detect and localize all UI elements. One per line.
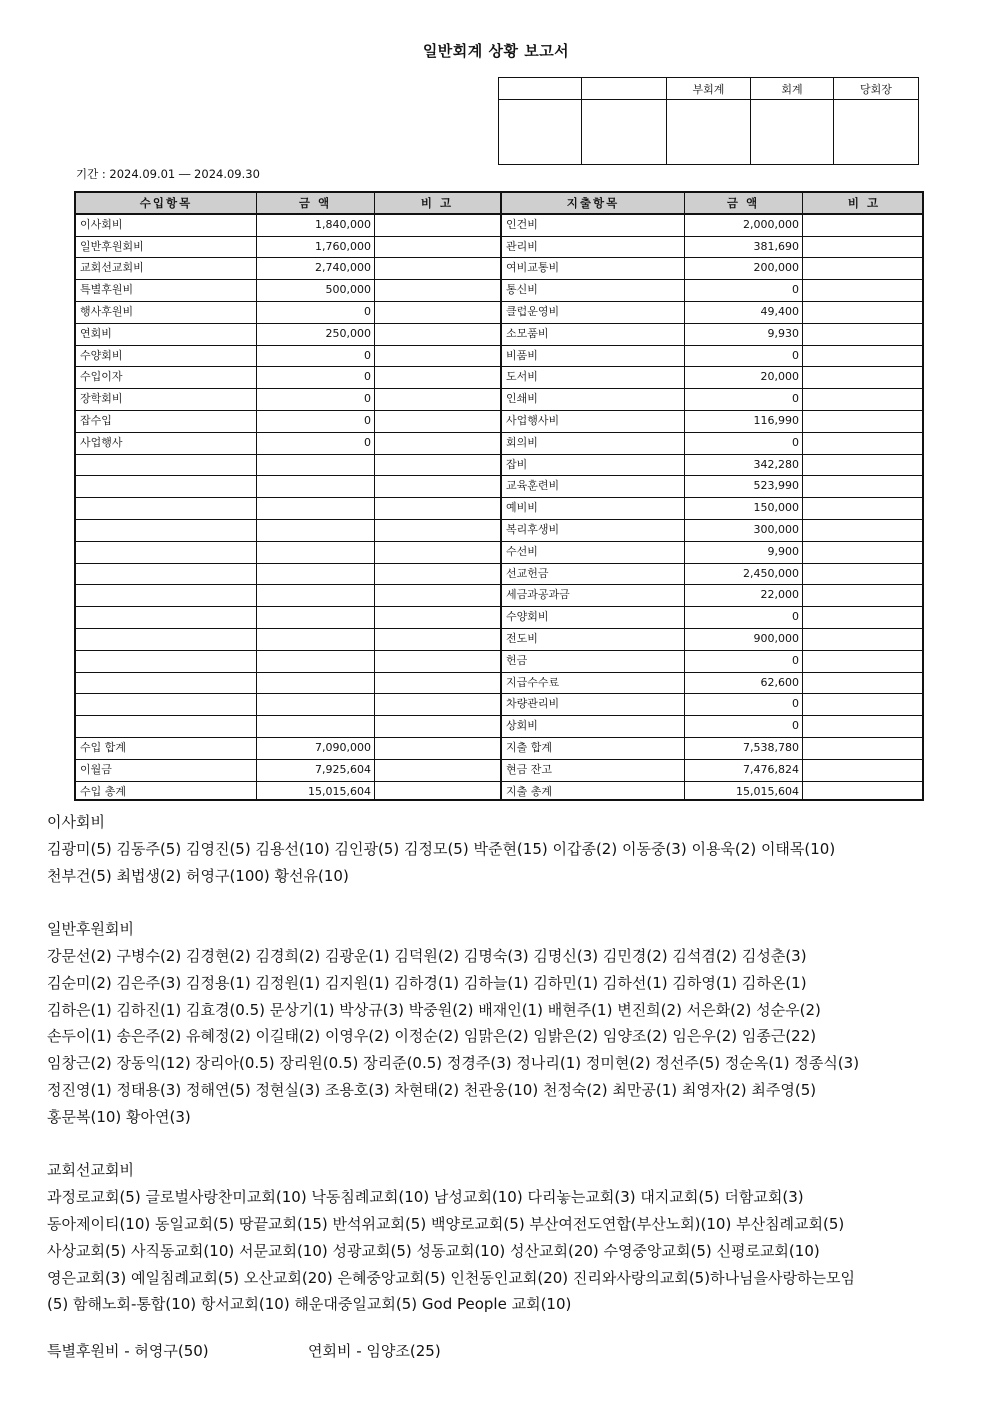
- income-item: [76, 542, 256, 563]
- approval-sign-vice-treasurer: [667, 100, 751, 165]
- expense-amount: 523,990: [753, 479, 799, 493]
- general-support-line: 홍문복(10) 황아연(3): [47, 1107, 191, 1126]
- income-row: [76, 258, 500, 280]
- church-mission-line: 동아제이티(10) 동일교회(5) 땅끝교회(15) 반석위교회(5) 백양로교회(5) 부산여전도연합(부산노회)(10) 부산침례교회(5): [47, 1214, 845, 1233]
- expense-row: [502, 258, 922, 280]
- expense-amount: 9,930: [767, 326, 799, 340]
- expense-row: [502, 411, 922, 433]
- expense-remark: [802, 411, 926, 432]
- income-amount: 2,740,000: [315, 261, 371, 275]
- approval-header-treasurer: 회계: [751, 78, 834, 100]
- expense-amount: 900,000: [753, 632, 799, 645]
- expense-item: 세금과공과금: [506, 588, 570, 602]
- expense-remark: [802, 215, 926, 236]
- expense-remark: [802, 694, 926, 715]
- general-support-line: 정진영(1) 정태용(3) 정해연(5) 정현실(3) 조용호(3) 차현태(2) 천관웅(10) 천정숙(2) 최만공(1) 최영자(2) 최주영(5): [47, 1080, 817, 1099]
- income-amount: 0: [364, 414, 371, 427]
- expense-amount: 2,000,000: [743, 217, 799, 231]
- income-item: 이사회비: [80, 217, 123, 231]
- income-item: [76, 651, 256, 672]
- general-support-line: 임창근(2) 장동익(12) 장리아(0.5) 장리원(0.5) 장리준(0.5) 정경주(3) 정나리(1) 정미현(2) 정선주(5) 정순옥(1) 정종식(3): [47, 1054, 860, 1073]
- expense-row: [502, 629, 922, 651]
- income-remark: [374, 629, 500, 650]
- expense-remark: [802, 433, 926, 454]
- income-row: [76, 629, 500, 651]
- church-mission-line: 사상교회(5) 사직동교회(10) 서문교회(10) 성광교회(5) 성동교회(10) 성산교회(20) 수영중앙교회(5) 신평로교회(10): [47, 1241, 820, 1260]
- expense-row: [502, 455, 922, 477]
- income-row: [76, 433, 500, 455]
- approval-sign-treasurer: [751, 100, 834, 165]
- income-section: [76, 193, 500, 799]
- income-row: [76, 324, 500, 346]
- approval-header-chair: 당회장: [834, 78, 919, 100]
- income-row: [76, 411, 500, 433]
- income-amount: 0: [364, 392, 371, 406]
- expense-remark: [802, 673, 926, 694]
- income-row: [76, 367, 500, 389]
- income-item: 교회선교회비: [80, 261, 144, 275]
- income-remark: [374, 716, 500, 737]
- income-amount: 250,000: [325, 326, 371, 340]
- expense-remark: [802, 367, 926, 388]
- expense-header-cell: 금 액: [726, 196, 760, 210]
- expense-item: 관리비: [506, 239, 538, 253]
- income-remark: [374, 433, 500, 454]
- column-divider: [802, 193, 803, 799]
- expense-item: 여비교통비: [506, 261, 560, 275]
- income-amount: 0: [364, 370, 371, 384]
- income-item: 특별후원비: [80, 283, 134, 297]
- income-remark: [374, 302, 500, 323]
- income-row: [76, 760, 500, 782]
- income-row: [76, 455, 500, 477]
- income-row: [76, 673, 500, 695]
- income-header-cell: 비 고: [420, 196, 454, 210]
- expense-amount: 0: [792, 392, 799, 406]
- expense-amount: 300,000: [753, 523, 799, 536]
- income-item: 이월금: [80, 762, 112, 776]
- expense-item: 클럽운영비: [506, 305, 560, 318]
- expense-remark: [802, 585, 926, 606]
- income-remark: [374, 651, 500, 672]
- expense-remark: [802, 280, 926, 301]
- annual-fee-note: 연회비 - 임양조(25): [308, 1342, 441, 1360]
- expense-amount: 62,600: [760, 675, 799, 689]
- expense-amount: 22,000: [760, 588, 799, 602]
- approval-sign-chair: [834, 100, 919, 165]
- expense-row: [502, 324, 922, 346]
- expense-remark: [802, 738, 926, 759]
- income-remark: [374, 389, 500, 410]
- income-row: [76, 782, 500, 804]
- expense-amount: 0: [792, 435, 799, 449]
- income-amount: [256, 455, 374, 476]
- income-amount: 0: [364, 348, 371, 362]
- expense-remark: [802, 237, 926, 258]
- general-support-line: 김하은(1) 김하진(1) 김효경(0.5) 문상기(1) 박상규(3) 박중원(2) 배재인(1) 배현주(1) 변진희(2) 서은화(2) 성순우(2): [47, 1000, 821, 1019]
- income-remark: [374, 498, 500, 519]
- expense-remark: [802, 324, 926, 345]
- income-row: [76, 237, 500, 259]
- income-amount: [256, 716, 374, 737]
- expense-row: [502, 716, 922, 738]
- income-row: [76, 476, 500, 498]
- approval-header-2: [582, 78, 667, 100]
- income-row: [76, 694, 500, 716]
- income-amount: [256, 564, 374, 585]
- income-item: 잡수입: [80, 414, 112, 427]
- income-row: [76, 280, 500, 302]
- general-support-line: 강문선(2) 구병수(2) 김경현(2) 김경희(2) 김광운(1) 김덕원(2) 김명숙(3) 김명신(3) 김민경(2) 김석겸(2) 김성춘(3): [47, 946, 807, 965]
- expense-remark: [802, 760, 926, 781]
- expense-amount: 9,900: [767, 544, 799, 558]
- income-amount: 7,925,604: [315, 762, 371, 776]
- expense-remark: [802, 455, 926, 476]
- expense-row: [502, 280, 922, 302]
- income-remark: [374, 585, 500, 606]
- expense-amount: 7,538,780: [743, 741, 799, 754]
- income-remark: [374, 476, 500, 497]
- approval-sign-2: [582, 100, 667, 165]
- church-mission-list: [47, 1184, 967, 1318]
- income-item: [76, 629, 256, 650]
- expense-amount: 2,450,000: [743, 566, 799, 580]
- expense-remark: [802, 346, 926, 367]
- expense-item: 지출 총계: [506, 784, 553, 798]
- income-remark: [374, 280, 500, 301]
- expense-amount: 0: [792, 283, 799, 297]
- expense-item: 통신비: [506, 283, 538, 297]
- expense-header-cell: 비 고: [847, 196, 881, 210]
- income-remark: [374, 237, 500, 258]
- income-amount: [256, 498, 374, 519]
- income-item: [76, 455, 256, 476]
- notes-section: [47, 809, 967, 1318]
- income-item: [76, 585, 256, 606]
- approval-header-vice-treasurer: 부회계: [667, 78, 751, 100]
- expense-item: 도서비: [506, 370, 538, 384]
- board-fee-line: 천부건(5) 최법생(2) 허영구(100) 황선유(10): [47, 866, 349, 885]
- income-remark: [374, 346, 500, 367]
- expense-row: [502, 520, 922, 542]
- income-amount: 7,090,000: [315, 741, 371, 754]
- expense-item: 상회비: [506, 719, 538, 733]
- church-mission-title: 교회선교회비: [47, 1161, 134, 1180]
- report-period: 기간 : 2024.09.01 ― 2024.09.30: [76, 167, 260, 181]
- expense-row: [502, 585, 922, 607]
- expense-remark: [802, 564, 926, 585]
- expense-remark: [802, 476, 926, 497]
- church-mission-line: 영은교회(3) 예일침례교회(5) 오산교회(20) 은혜중앙교회(5) 인천동인교회(20) 진리와사랑의교회(5)하나님을사랑하는모임: [47, 1268, 855, 1287]
- expense-item: 비품비: [506, 348, 538, 362]
- column-divider: [374, 193, 375, 799]
- expense-remark: [802, 607, 926, 628]
- income-remark: [374, 258, 500, 279]
- income-amount: 15,015,604: [308, 784, 371, 798]
- expense-item: 현금 잔고: [506, 762, 553, 776]
- expense-item: 수양회비: [506, 610, 549, 624]
- income-row: [76, 302, 500, 324]
- expense-row: [502, 760, 922, 782]
- income-amount: [256, 607, 374, 628]
- income-remark: [374, 411, 500, 432]
- income-amount: 0: [364, 435, 371, 449]
- income-amount: [256, 476, 374, 497]
- expense-row: [502, 389, 922, 411]
- income-remark: [374, 455, 500, 476]
- income-remark: [374, 564, 500, 585]
- income-row: [76, 520, 500, 542]
- expense-row: [502, 782, 922, 804]
- expense-amount: 150,000: [753, 501, 799, 515]
- ledger-table: [74, 191, 924, 801]
- income-remark: [374, 782, 500, 804]
- income-item: [76, 673, 256, 694]
- income-amount: 500,000: [325, 283, 371, 297]
- income-remark: [374, 607, 500, 628]
- expense-row: [502, 367, 922, 389]
- income-row: [76, 389, 500, 411]
- expense-row: [502, 433, 922, 455]
- expense-amount: 15,015,604: [736, 784, 799, 798]
- income-remark: [374, 324, 500, 345]
- expense-row: [502, 302, 922, 324]
- expense-amount: 0: [792, 653, 799, 667]
- expense-remark: [802, 651, 926, 672]
- income-row: [76, 346, 500, 368]
- income-remark: [374, 738, 500, 759]
- expense-item: 헌금: [506, 653, 528, 667]
- income-amount: 1,760,000: [315, 239, 371, 253]
- expense-item: 교육훈련비: [506, 479, 560, 493]
- income-remark: [374, 520, 500, 541]
- expense-item: 인건비: [506, 217, 538, 231]
- approval-box: [498, 77, 919, 165]
- expense-item: 사업행사비: [506, 414, 560, 427]
- expense-row: [502, 237, 922, 259]
- expense-item: 잡비: [506, 457, 528, 471]
- income-row: [76, 564, 500, 586]
- report-title: 일반회계 상황 보고서: [422, 42, 570, 60]
- income-amount: [256, 585, 374, 606]
- income-header-row: [76, 193, 500, 215]
- income-row: [76, 215, 500, 237]
- expense-item: 복리후생비: [506, 523, 560, 536]
- income-item: 연회비: [80, 326, 112, 340]
- expense-amount: 381,690: [753, 239, 799, 253]
- expense-section: [500, 193, 922, 799]
- general-support-title: 일반후원회비: [47, 920, 134, 939]
- expense-item: 예비비: [506, 501, 538, 515]
- income-item: [76, 564, 256, 585]
- expense-row: [502, 738, 922, 760]
- income-item: 수입 총계: [80, 784, 127, 798]
- expense-amount: 0: [792, 697, 799, 711]
- expense-remark: [802, 498, 926, 519]
- income-item: [76, 694, 256, 715]
- expense-remark: [802, 520, 926, 541]
- expense-amount: 116,990: [753, 414, 799, 427]
- expense-row: [502, 346, 922, 368]
- income-amount: [256, 651, 374, 672]
- expense-remark: [802, 716, 926, 737]
- expense-row: [502, 564, 922, 586]
- special-support-note: 특별후원비 - 허영구(50): [47, 1342, 209, 1360]
- income-row: [76, 542, 500, 564]
- income-amount: [256, 629, 374, 650]
- expense-item: 차량관리비: [506, 697, 560, 711]
- expense-item: 수선비: [506, 544, 538, 558]
- church-mission-line: (5) 함해노회-통합(10) 항서교회(10) 해운대중일교회(5) God People 교회(10): [47, 1295, 572, 1314]
- income-row: [76, 607, 500, 629]
- income-amount: [256, 520, 374, 541]
- expense-item: 소모품비: [506, 326, 549, 340]
- expense-row: [502, 476, 922, 498]
- income-amount: 0: [364, 305, 371, 318]
- income-item: 수입이자: [80, 370, 123, 384]
- expense-row: [502, 673, 922, 695]
- approval-header-1: [499, 78, 582, 100]
- board-fee-list: [47, 836, 967, 890]
- income-item: [76, 476, 256, 497]
- expense-remark: [802, 542, 926, 563]
- income-remark: [374, 542, 500, 563]
- income-amount: [256, 694, 374, 715]
- approval-sign-1: [499, 100, 582, 165]
- income-row: [76, 498, 500, 520]
- expense-amount: 200,000: [753, 261, 799, 275]
- income-header-cell: 수입항목: [139, 196, 193, 210]
- board-fee-line: 김광미(5) 김동주(5) 김영진(5) 김용선(10) 김인광(5) 김정모(5) 박준현(15) 이갑종(2) 이동중(3) 이용욱(2) 이태목(10): [47, 839, 836, 858]
- general-support-list: [47, 943, 967, 1131]
- expense-amount: 20,000: [760, 370, 799, 384]
- expense-remark: [802, 629, 926, 650]
- expense-row: [502, 498, 922, 520]
- expense-row: [502, 542, 922, 564]
- income-remark: [374, 673, 500, 694]
- income-row: [76, 585, 500, 607]
- expense-amount: 342,280: [753, 457, 799, 471]
- income-amount: 1,840,000: [315, 217, 371, 231]
- income-row: [76, 738, 500, 760]
- income-amount: [256, 673, 374, 694]
- income-remark: [374, 215, 500, 236]
- general-support-line: 손두이(1) 송은주(2) 유혜정(2) 이길태(2) 이영우(2) 이정순(2) 임맑은(2) 임밝은(2) 임양조(2) 임은우(2) 임종근(22): [47, 1027, 817, 1046]
- expense-remark: [802, 258, 926, 279]
- column-divider: [684, 193, 685, 799]
- income-item: 행사후원비: [80, 305, 134, 318]
- income-item: 사업행사: [80, 435, 123, 449]
- income-item: 수양회비: [80, 348, 123, 362]
- income-item: [76, 520, 256, 541]
- income-item: 일반후원회비: [80, 239, 144, 253]
- expense-header-cell: 지출항목: [566, 196, 620, 210]
- income-row: [76, 716, 500, 738]
- expense-remark: [802, 389, 926, 410]
- income-item: 장학회비: [80, 392, 123, 406]
- expense-amount: 7,476,824: [743, 762, 799, 776]
- income-header-cell: 금 액: [298, 196, 332, 210]
- expense-item: 인쇄비: [506, 392, 538, 406]
- income-amount: [256, 542, 374, 563]
- income-remark: [374, 760, 500, 781]
- expense-item: 지급수수료: [506, 675, 560, 689]
- expense-row: [502, 651, 922, 673]
- expense-remark: [802, 302, 926, 323]
- column-divider: [256, 193, 257, 799]
- expense-item: 전도비: [506, 632, 538, 645]
- income-remark: [374, 694, 500, 715]
- expense-amount: 49,400: [760, 305, 799, 318]
- expense-row: [502, 607, 922, 629]
- expense-amount: 0: [792, 719, 799, 733]
- general-support-line: 김순미(2) 김은주(3) 김정용(1) 김정원(1) 김지원(1) 김하경(1) 김하늘(1) 김하민(1) 김하선(1) 김하영(1) 김하온(1): [47, 973, 807, 992]
- expense-item: 선교헌금: [506, 566, 549, 580]
- church-mission-line: 과정로교회(5) 글로벌사랑찬미교회(10) 낙동침례교회(10) 남성교회(10) 다리놓는교회(3) 대지교회(5) 더함교회(3): [47, 1188, 804, 1207]
- income-item: [76, 716, 256, 737]
- expense-header-row: [502, 193, 922, 215]
- expense-item: 회의비: [506, 435, 538, 449]
- expense-row: [502, 215, 922, 237]
- income-row: [76, 651, 500, 673]
- expense-row: [502, 694, 922, 716]
- income-item: [76, 498, 256, 519]
- expense-item: 지출 합계: [506, 741, 553, 754]
- income-item: [76, 607, 256, 628]
- income-remark: [374, 367, 500, 388]
- expense-amount: 0: [792, 348, 799, 362]
- income-item: 수입 합계: [80, 741, 127, 754]
- board-fee-title: 이사회비: [47, 813, 105, 831]
- expense-amount: 0: [792, 610, 799, 624]
- expense-remark: [802, 782, 926, 804]
